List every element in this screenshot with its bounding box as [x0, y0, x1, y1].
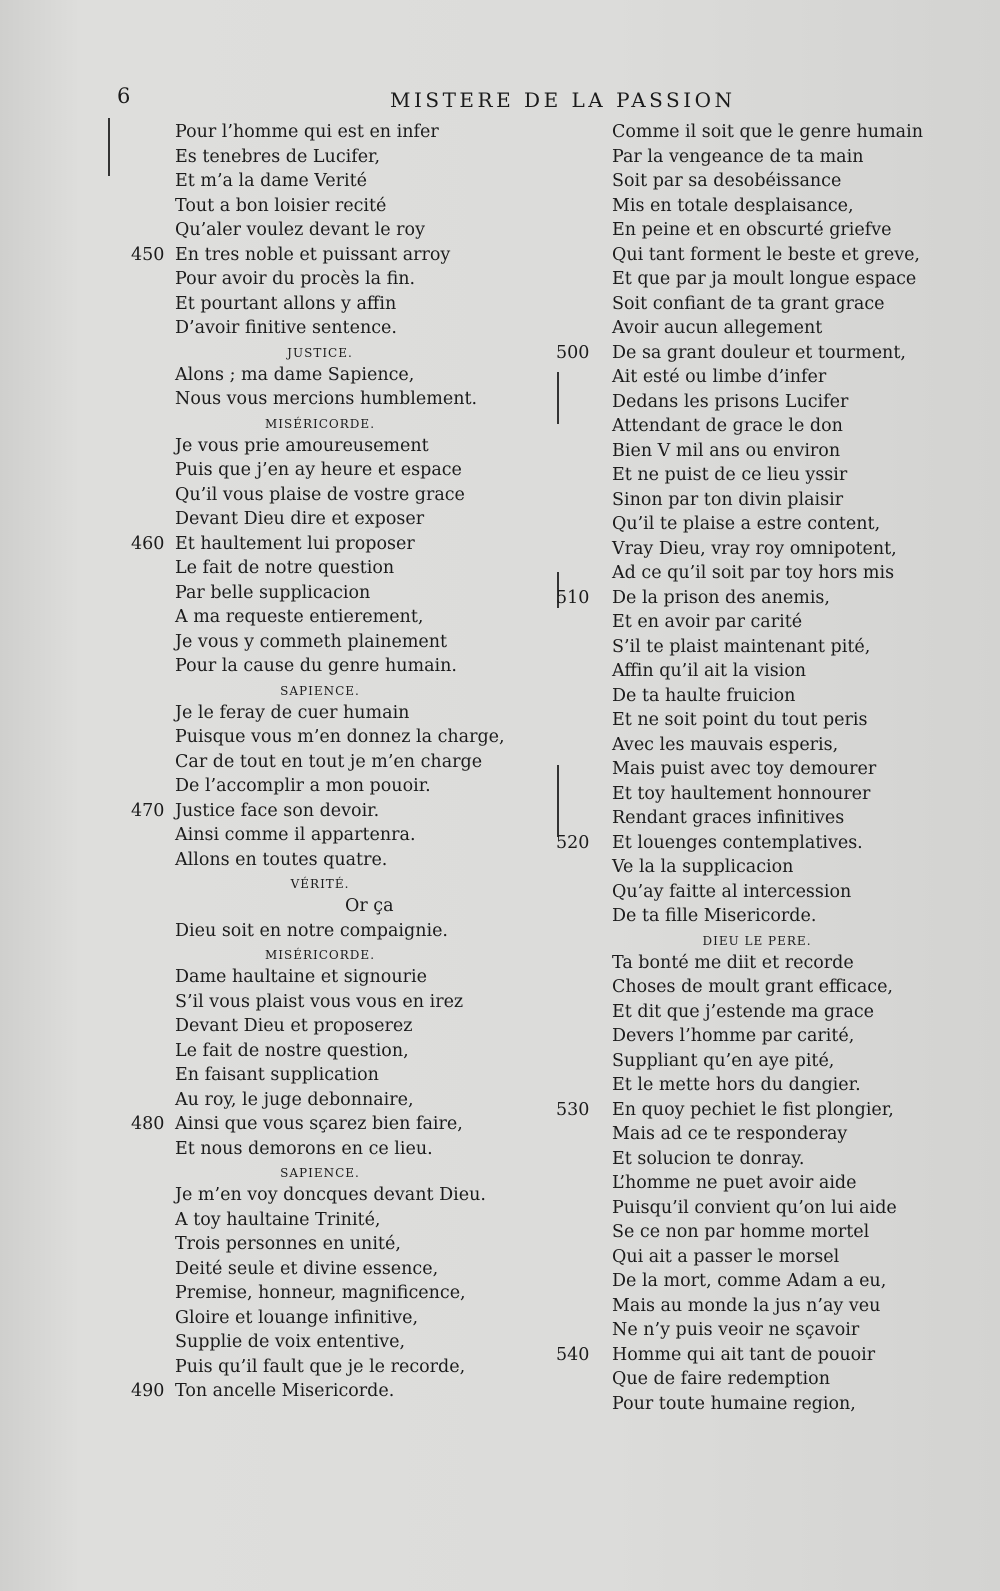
verse-line — [612, 1024, 942, 1049]
margin-mark — [557, 765, 559, 837]
verse-text: Et en avoir par carité — [612, 612, 803, 632]
verse-line — [131, 532, 505, 557]
verse-line — [175, 581, 505, 606]
verse-line — [175, 363, 505, 388]
verse-text: Se ce non par homme mortel — [612, 1222, 870, 1242]
verse-text: Devers l’homme par carité, — [612, 1026, 855, 1046]
verse-line — [175, 919, 505, 944]
verse-line — [612, 218, 942, 243]
verse-text: Soit par sa desobéissance — [612, 171, 842, 191]
verse-line — [175, 774, 505, 799]
verse-line — [612, 1073, 942, 1098]
verse-text: Le fait de notre question — [175, 558, 395, 578]
speaker-name — [175, 679, 505, 701]
verse-line — [556, 586, 942, 611]
speaker-name — [175, 943, 505, 965]
verse-text: Es tenebres de Lucifer, — [175, 146, 381, 167]
verse-line — [612, 1294, 942, 1319]
speaker-label: MISÉRICORDE. — [264, 948, 376, 962]
verse-line — [612, 1245, 942, 1270]
verse-text: Et m’a la dame Verité — [175, 171, 368, 191]
verse-line — [175, 1063, 505, 1088]
verse-line — [175, 316, 505, 341]
verse-text: Soit confiant de ta grant grace — [612, 293, 885, 314]
verse-text: De la prison des anemis, — [612, 587, 830, 608]
verse-text: Attendant de grace le don — [612, 416, 843, 436]
page-number: 6 — [117, 84, 131, 108]
verse-text: Mis en totale desplaisance, — [612, 195, 854, 216]
verse-line — [612, 684, 942, 709]
verse-line — [612, 169, 942, 194]
verse-text: Ad ce qu’il soit par toy hors mis — [612, 563, 895, 583]
verse-line — [556, 831, 942, 856]
verse-line — [175, 194, 505, 219]
verse-line — [175, 1208, 505, 1233]
verse-line — [612, 463, 942, 488]
verse-line — [612, 708, 942, 733]
verse-text: Comme il soit que le genre humain — [612, 122, 923, 142]
verse-text: Et ne soit point du tout peris — [612, 710, 868, 730]
speaker-label: MISÉRICORDE. — [264, 416, 376, 431]
verse-text: Ve la la supplicacion — [612, 857, 794, 877]
verse-text: Et louenges contemplatives. — [612, 832, 863, 853]
verse-line — [175, 145, 505, 170]
verse-text: Alons ; ma dame Sapience, — [175, 364, 415, 385]
verse-text: Pour toute humaine region, — [612, 1393, 856, 1414]
verse-line — [175, 507, 505, 532]
verse-text: Supplie de voix ententive, — [175, 1332, 406, 1352]
verse-line — [556, 1343, 942, 1368]
verse-line — [612, 1122, 942, 1147]
line-number: 530 — [556, 1099, 590, 1120]
verse-text: Qu’ay faitte al intercession — [612, 881, 852, 902]
verse-line — [175, 1137, 505, 1162]
verse-line — [175, 894, 505, 919]
verse-text: Et que par ja moult longue espace — [612, 269, 917, 289]
verse-text: Par la vengeance de ta main — [612, 146, 864, 167]
verse-line — [612, 194, 942, 219]
verse-line — [612, 1196, 942, 1221]
verse-line — [175, 701, 505, 726]
verse-text: Tout a bon loisier recité — [175, 195, 387, 216]
verse-line — [175, 267, 505, 292]
verse-line — [131, 1379, 505, 1404]
verse-text: Et ne puist de ce lieu yssir — [612, 465, 848, 485]
verse-text: En quoy pechiet le fist plongier, — [612, 1099, 894, 1120]
verse-line — [612, 488, 942, 513]
verse-text: Dieu soit en notre compaignie. — [175, 920, 448, 941]
verse-line — [612, 390, 942, 415]
verse-line — [612, 1392, 942, 1417]
verse-column-left — [131, 120, 505, 1404]
speaker-label: SAPIENCE. — [280, 1166, 360, 1180]
verse-line — [175, 292, 505, 317]
verse-line — [612, 733, 942, 758]
verse-line — [175, 605, 505, 630]
speaker-name — [175, 412, 505, 434]
verse-text: Qu’aler voulez devant le roy — [175, 220, 425, 240]
verse-line — [612, 120, 942, 145]
line-number: 520 — [556, 832, 590, 853]
verse-text: Or ça — [345, 896, 394, 916]
verse-line — [175, 218, 505, 243]
verse-text: Pour l’homme qui est en infer — [175, 122, 439, 142]
verse-text: Et nous demorons en ce lieu. — [175, 1138, 433, 1159]
verse-text: De la mort, comme Adam a eu, — [612, 1271, 887, 1291]
verse-line — [612, 537, 942, 562]
verse-text: Et solucion te donray. — [612, 1148, 805, 1169]
verse-text: Avec les mauvais esperis, — [612, 734, 839, 755]
verse-text: Et le mette hors du dangier. — [612, 1075, 861, 1095]
verse-text: Car de tout en tout je m’en charge — [175, 751, 483, 772]
verse-text: Au roy, le juge debonnaire, — [175, 1089, 414, 1110]
verse-line — [131, 1112, 505, 1137]
verse-line — [175, 1183, 505, 1208]
verse-text: De sa grant douleur et tourment, — [612, 342, 906, 363]
verse-text: Bien V mil ans ou environ — [612, 440, 841, 461]
line-number: 480 — [131, 1114, 165, 1134]
verse-line — [612, 1367, 942, 1392]
verse-line — [175, 483, 505, 508]
verse-text: Ton ancelle Misericorde. — [175, 1381, 395, 1401]
running-title: MISTERE DE LA PASSION — [390, 88, 736, 112]
verse-line — [612, 951, 942, 976]
verse-text: Deité seule et divine essence, — [175, 1258, 439, 1279]
verse-text: En peine et en obscurté griefve — [612, 220, 892, 240]
verse-line — [612, 1049, 942, 1074]
verse-text: A toy haultaine Trinité, — [175, 1209, 381, 1230]
verse-text: Ait esté ou limbe d’infer — [612, 367, 827, 387]
verse-text: Et haultement lui proposer — [175, 533, 415, 554]
verse-text: Mais puist avec toy demourer — [612, 759, 877, 779]
verse-text: Avoir aucun allegement — [612, 318, 823, 338]
verse-line — [612, 635, 942, 660]
verse-text: De ta fille Misericorde. — [612, 906, 817, 926]
verse-text: Affin qu’il ait la vision — [612, 661, 807, 681]
verse-text: Pour avoir du procès la fin. — [175, 269, 416, 289]
verse-text: S’il te plaist maintenant pité, — [612, 636, 871, 657]
verse-line — [175, 1306, 505, 1331]
page-header — [0, 84, 1000, 116]
verse-line — [175, 823, 505, 848]
verse-line — [612, 610, 942, 635]
verse-line — [612, 806, 942, 831]
verse-text: Sinon par ton divin plaisir — [612, 489, 844, 510]
verse-text: Je vous y commeth plainement — [175, 631, 448, 652]
verse-text: De ta haulte fruicion — [612, 685, 796, 706]
verse-line — [175, 848, 505, 873]
line-number: 500 — [556, 342, 590, 363]
verse-line — [612, 880, 942, 905]
verse-text: Premise, honneur, magnificence, — [175, 1283, 466, 1303]
verse-text: Qu’il vous plaise de vostre grace — [175, 484, 465, 505]
verse-line — [612, 1147, 942, 1172]
verse-line — [612, 1220, 942, 1245]
verse-line — [175, 1014, 505, 1039]
verse-line — [175, 387, 505, 412]
verse-text: Allons en toutes quatre. — [175, 849, 388, 870]
margin-mark — [557, 372, 559, 424]
verse-text: Ne n’y puis veoir ne sçavoir — [612, 1320, 860, 1340]
verse-line — [175, 750, 505, 775]
verse-text: Puisqu’il convient qu’on lui aide — [612, 1197, 897, 1218]
verse-line — [175, 965, 505, 990]
verse-text: Et pourtant allons y affin — [175, 293, 397, 314]
verse-text: Et toy haultement honnourer — [612, 783, 871, 804]
verse-line — [612, 757, 942, 782]
verse-line — [612, 1269, 942, 1294]
speaker-name — [175, 341, 505, 363]
speaker-label: JUSTICE. — [287, 345, 353, 360]
verse-text: Que de faire redemption — [612, 1369, 830, 1389]
verse-text: Et dit que j’estende ma grace — [612, 1001, 875, 1022]
verse-line — [556, 341, 942, 366]
verse-text: De l’accomplir a mon pouoir. — [175, 776, 431, 796]
verse-text: Rendant graces infinitives — [612, 808, 845, 828]
verse-text: Je m’en voy doncques devant Dieu. — [175, 1185, 486, 1205]
verse-column-right — [556, 120, 942, 1416]
line-number: 460 — [131, 533, 165, 554]
verse-text: Nous vous mercions humblement. — [175, 389, 478, 409]
verse-text: Suppliant qu’en aye pité, — [612, 1050, 835, 1071]
verse-text: Par belle supplicacion — [175, 582, 371, 603]
verse-text: Ainsi comme il appartenra. — [175, 825, 416, 845]
verse-text: Devant Dieu et proposerez — [175, 1016, 413, 1036]
verse-line — [612, 316, 942, 341]
verse-text: Puis qu’il fault que je le recorde, — [175, 1356, 466, 1377]
verse-line — [612, 855, 942, 880]
verse-line — [175, 1355, 505, 1380]
verse-text: Mais ad ce te responderay — [612, 1124, 848, 1144]
verse-line — [612, 292, 942, 317]
verse-text: Qui ait a passer le morsel — [612, 1246, 840, 1267]
line-number: 490 — [131, 1381, 165, 1401]
verse-line — [175, 458, 505, 483]
verse-text: En tres noble et puissant arroy — [175, 244, 451, 265]
speaker-name — [175, 1161, 505, 1183]
verse-line — [612, 904, 942, 929]
line-number: 450 — [131, 244, 165, 265]
verse-text: S’il vous plaist vous vous en irez — [175, 991, 464, 1012]
verse-line — [175, 556, 505, 581]
line-number: 470 — [131, 800, 165, 821]
verse-text: Qui tant forment le beste et greve, — [612, 244, 920, 265]
verse-line — [612, 439, 942, 464]
verse-line — [175, 654, 505, 679]
verse-text: D’avoir finitive sentence. — [175, 318, 397, 338]
verse-line — [175, 1281, 505, 1306]
line-number: 540 — [556, 1344, 590, 1365]
verse-text: En faisant supplication — [175, 1065, 379, 1085]
verse-line — [175, 434, 505, 459]
verse-text: Justice face son devoir. — [175, 800, 380, 821]
verse-line — [612, 1171, 942, 1196]
verse-line — [131, 799, 505, 824]
verse-text: Puisque vous m’en donnez la charge, — [175, 727, 505, 747]
verse-line — [175, 990, 505, 1015]
verse-line — [175, 1039, 505, 1064]
verse-line — [612, 659, 942, 684]
verse-text: Le fait de nostre question, — [175, 1040, 409, 1061]
verse-text: Je vous prie amoureusement — [175, 435, 429, 456]
speaker-name — [612, 929, 942, 951]
verse-text: A ma requeste entierement, — [175, 607, 424, 627]
verse-text: Mais au monde la jus n’ay veu — [612, 1295, 881, 1316]
verse-line — [612, 1318, 942, 1343]
speaker-label: VÉRITÉ. — [290, 877, 350, 891]
verse-line — [612, 145, 942, 170]
verse-line — [612, 365, 942, 390]
verse-text: Pour la cause du genre humain. — [175, 656, 457, 676]
verse-line — [612, 267, 942, 292]
verse-line — [175, 1330, 505, 1355]
verse-text: Qu’il te plaise a estre content, — [612, 514, 881, 534]
verse-line — [612, 512, 942, 537]
verse-line — [175, 725, 505, 750]
verse-line — [175, 120, 505, 145]
verse-line — [175, 1088, 505, 1113]
verse-line — [175, 630, 505, 655]
verse-text: Je le feray de cuer humain — [175, 702, 410, 723]
verse-text: Devant Dieu dire et exposer — [175, 509, 425, 529]
verse-text: L’homme ne puet avoir aide — [612, 1173, 857, 1193]
margin-mark — [108, 118, 110, 176]
line-number: 510 — [556, 587, 590, 608]
verse-text: Vray Dieu, vray roy omnipotent, — [612, 538, 897, 559]
verse-line — [612, 782, 942, 807]
verse-text: Ainsi que vous sçarez bien faire, — [175, 1114, 463, 1134]
verse-text: Gloire et louange infinitive, — [175, 1307, 419, 1328]
verse-line — [175, 169, 505, 194]
verse-text: Puis que j’en ay heure et espace — [175, 460, 462, 480]
verse-line — [612, 414, 942, 439]
verse-text: Trois personnes en unité, — [175, 1234, 401, 1254]
verse-line — [612, 561, 942, 586]
verse-line — [612, 1000, 942, 1025]
speaker-label: SAPIENCE. — [280, 683, 360, 698]
verse-line — [612, 975, 942, 1000]
verse-text: Choses de moult grant efficace, — [612, 977, 893, 997]
verse-line — [612, 243, 942, 268]
speaker-name — [175, 872, 505, 894]
verse-text: Dame haultaine et signourie — [175, 967, 427, 987]
verse-line — [131, 243, 505, 268]
verse-text: Homme qui ait tant de pouoir — [612, 1344, 876, 1365]
verse-text: Dedans les prisons Lucifer — [612, 391, 849, 412]
verse-text: Ta bonté me diit et recorde — [612, 952, 854, 973]
speaker-label: DIEU LE PERE. — [702, 933, 812, 948]
verse-line — [556, 1098, 942, 1123]
verse-line — [175, 1232, 505, 1257]
verse-line — [175, 1257, 505, 1282]
